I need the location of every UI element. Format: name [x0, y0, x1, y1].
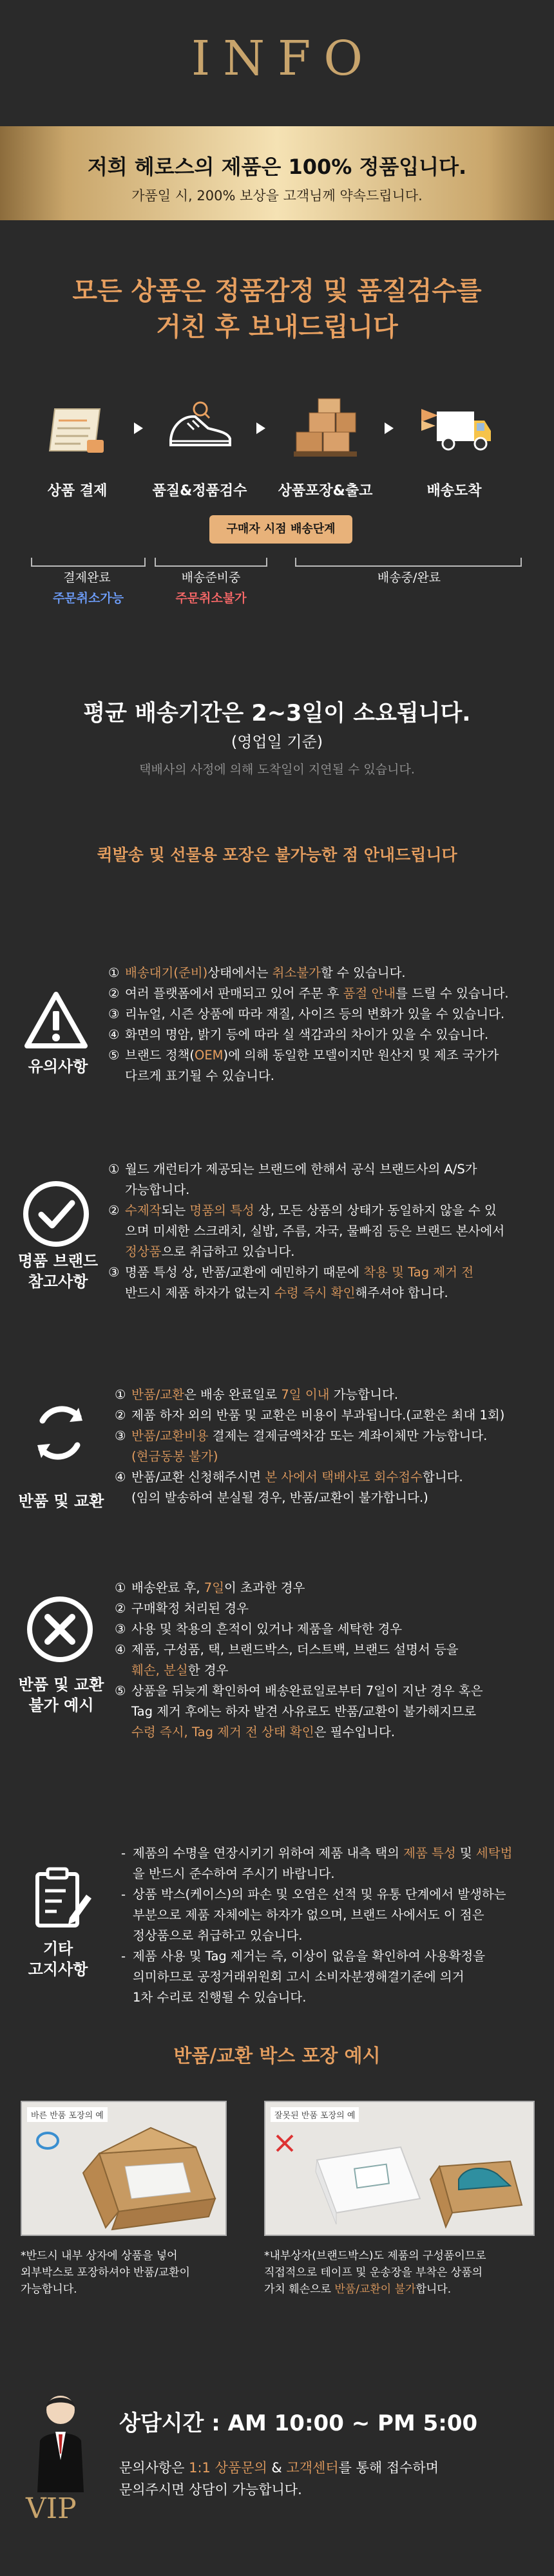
item-highlight: 배송대기(준비) — [125, 965, 208, 980]
item-text: 결제는 결제금액차감 또는 계좌이체만 가능합니다. — [208, 1428, 488, 1443]
item-highlight: 정상품 — [125, 1244, 162, 1259]
caption-text: 가치 훼손으로 — [264, 2283, 335, 2296]
step-label: 품질&정품검수 — [152, 483, 247, 499]
good-packaging-image — [21, 2101, 227, 2236]
qna-link-text: 1:1 상품문의 — [189, 2460, 267, 2476]
item-text: 1차 수리로 진행될 수 있습니다. — [133, 1990, 307, 2005]
item-highlight: 수제작 — [125, 1203, 162, 1218]
box-example-title: 반품/교환 박스 포장 예시 — [173, 2045, 381, 2067]
caption-line: 가능합니다. — [21, 2283, 77, 2296]
item-text: Tag 제거 후에는 하자 발견 사유로도 반품/교환이 불가해지므로 — [131, 1704, 477, 1719]
bad-packaging-caption — [264, 2248, 548, 2298]
list-item — [108, 1004, 546, 1025]
item-highlight: 본 사에서 택배사로 회수접수 — [265, 1470, 423, 1484]
luxury-brand-notes-list — [108, 1159, 546, 1303]
item-text: 합니다. — [422, 1470, 463, 1484]
contact-line: 문의주시면 상담이 가능합니다. — [119, 2482, 302, 2497]
item-text: 은 배송 완료일로 — [184, 1387, 282, 1402]
bad-packaging-image — [264, 2101, 535, 2236]
item-number: ① — [108, 1162, 120, 1177]
return-denied-list — [115, 1578, 546, 1743]
x-circle-icon — [24, 1594, 95, 1665]
list-item — [108, 1045, 546, 1066]
payment-form-icon — [35, 390, 119, 467]
clipboard-pencil-icon — [24, 1861, 95, 1932]
caption-highlight: 반품/교환이 불가 — [334, 2283, 416, 2296]
caution-title: 유의사항 — [28, 1057, 88, 1075]
item-text: 명품 특성 상, 반품/교환에 예민하기 때문에 — [125, 1265, 364, 1280]
title-line: 반품 및 교환 — [18, 1676, 104, 1694]
delivery-delay-note: 택배사의 사정에 의해 도착일이 지연될 수 있습니다. — [139, 762, 415, 777]
item-text: )에 의해 동일한 모델이지만 원산지 및 제조 국가가 — [223, 1048, 499, 1063]
return-exchange-list — [115, 1385, 546, 1508]
item-text: 다르게 표기될 수 있습니다. — [125, 1068, 275, 1083]
warning-icon — [21, 985, 91, 1056]
list-item — [108, 1025, 546, 1045]
item-number: ④ — [115, 1642, 126, 1657]
item-highlight: 제품 특성 — [403, 1846, 456, 1861]
list-item — [115, 1405, 546, 1426]
item-number: - — [121, 1887, 126, 1902]
item-highlight: (현금동봉 불가) — [131, 1449, 218, 1464]
step-label: 상품 결제 — [47, 483, 108, 499]
banner-subline: 가품일 시, 200% 보상을 고객님께 약속드립니다. — [131, 188, 423, 204]
vip-label: VIP — [26, 2492, 77, 2525]
inspection-headline — [0, 273, 554, 345]
list-item — [115, 1426, 546, 1446]
delivery-period-subtitle: (영업일 기준) — [231, 733, 323, 751]
item-number: ① — [115, 1580, 126, 1595]
item-text: 구매확정 처리된 경우 — [131, 1601, 249, 1616]
list-item — [108, 963, 546, 983]
caption-text: 합니다. — [416, 2283, 452, 2296]
phase-bracket — [155, 558, 267, 567]
title-line: 기타 — [43, 1940, 73, 1958]
inspection-headline-line1: 모든 상품은 정품감정 및 품질검수를 — [72, 276, 482, 306]
good-packaging-tag: 바른 반품 포장의 예 — [27, 2107, 108, 2122]
item-highlight: 반품/교환 — [131, 1387, 184, 1402]
item-text: 가능합니다. — [125, 1182, 190, 1197]
sneaker-inspection-icon — [158, 390, 242, 467]
item-text: 제품의 수명을 연장시키기 위하여 제품 내측 택의 — [133, 1846, 404, 1861]
item-text: (임의 발송하여 분실될 경우, 반품/교환이 불가합니다.) — [131, 1490, 428, 1505]
return-denied-title — [3, 1674, 119, 1716]
item-text: 상태에서는 — [207, 965, 272, 980]
phase-note: 주문취소불가 — [155, 589, 267, 606]
item-number: ③ — [115, 1428, 126, 1443]
item-number: - — [121, 1949, 126, 1964]
item-text: 상품을 뒤늦게 확인하여 배송완료일로부터 7일이 지난 경우 혹은 — [131, 1683, 483, 1698]
list-item — [108, 1066, 546, 1086]
list-item — [108, 1242, 546, 1262]
caption-line: 외부박스로 포장하셔야 반품/교환이 — [21, 2266, 190, 2279]
step-arrow — [385, 422, 394, 434]
item-number: ④ — [108, 1027, 120, 1042]
caution-list — [108, 963, 546, 1086]
item-text: 반품/교환 신청해주시면 — [131, 1470, 265, 1484]
good-packaging-caption — [21, 2248, 233, 2298]
boxes-icon — [283, 390, 367, 467]
other-notices-title — [0, 1938, 116, 1980]
list-item — [108, 1283, 546, 1303]
buyer-delivery-stage-badge: 구매자 시점 배송단계 — [209, 515, 352, 544]
list-item — [121, 1987, 546, 2008]
list-item — [115, 1446, 546, 1467]
customer-center-text: 고객센터 — [286, 2460, 339, 2476]
item-text: 제품 사용 및 Tag 제거는 즉, 이상이 없음을 확인하여 사용확정을 — [133, 1949, 486, 1964]
list-item — [115, 1598, 546, 1619]
list-item — [115, 1701, 546, 1722]
title-line: 명품 브랜드 — [17, 1252, 99, 1270]
contact-line — [119, 2457, 439, 2479]
title-line: 참고사항 — [28, 1273, 88, 1291]
no-quick-delivery-notice: 퀵발송 및 선물용 포장은 불가능한 점 안내드립니다 — [97, 846, 457, 864]
list-item — [115, 1640, 546, 1660]
phase-status: 배송준비중 — [155, 568, 267, 585]
item-highlight: 수령 즉시, Tag 제거 전 상태 확인 — [131, 1725, 314, 1739]
item-number: ③ — [115, 1622, 126, 1636]
phase-note: 주문취소가능 — [31, 589, 146, 606]
phase-status: 결제완료 — [39, 568, 135, 585]
title-line: 고지사항 — [28, 1960, 88, 1978]
contact-info — [119, 2457, 439, 2501]
list-item — [121, 1843, 546, 1864]
item-text: 화면의 명암, 밝기 등에 따라 실 색감과의 차이가 있을 수 있습니다. — [125, 1027, 489, 1042]
item-text: 부분으로 제품 자체에는 하자가 없으며, 브랜드 사에서도 이 점은 — [133, 1908, 484, 1922]
item-text: 이 초과한 경우 — [224, 1580, 305, 1595]
item-text: 가능합니다. — [329, 1387, 399, 1402]
list-item — [108, 1180, 546, 1200]
item-highlight: 취소불가 — [272, 965, 321, 980]
item-highlight: 품절 안내 — [343, 986, 396, 1001]
item-text: 할 수 있습니다. — [321, 965, 406, 980]
item-highlight: 세탁법 — [475, 1846, 513, 1861]
step-arrow — [256, 422, 265, 434]
contact-text: 문의사항은 — [119, 2460, 189, 2476]
consultation-hours: 상담시간 : AM 10:00 ~ PM 5:00 — [119, 2410, 478, 2436]
item-text: 반드시 제품 하자가 없는지 — [125, 1285, 275, 1300]
item-highlight: 수령 즉시 확인 — [274, 1285, 356, 1300]
item-text: 으며 미세한 스크래치, 실밥, 주름, 자국, 물빠짐 등은 브랜드 본사에서 — [125, 1224, 505, 1238]
item-highlight: 7일 — [204, 1580, 225, 1595]
item-number: ② — [115, 1408, 126, 1423]
list-item — [115, 1488, 546, 1508]
phase-bracket — [31, 558, 146, 567]
step-label: 배송도착 — [426, 483, 482, 499]
list-item — [108, 1262, 546, 1283]
delivery-truck-icon — [412, 390, 496, 467]
item-text: 해주셔야 합니다. — [355, 1285, 448, 1300]
other-notices-list — [121, 1843, 546, 2008]
caption-line — [264, 2281, 548, 2298]
item-text: 상품 박스(케이스)의 파손 및 오염은 선적 및 유통 단계에서 발생하는 — [133, 1887, 506, 1902]
item-highlight: OEM — [195, 1048, 224, 1063]
item-highlight: 반품/교환비용 — [131, 1428, 209, 1443]
bad-packaging-tag: 잘못된 반품 포장의 예 — [271, 2107, 359, 2122]
contact-text: & — [267, 2460, 287, 2476]
list-item — [115, 1385, 546, 1405]
item-number: ② — [108, 986, 120, 1001]
item-text: 은 필수입니다. — [314, 1725, 396, 1739]
item-text: 여러 플랫폼에서 판매되고 있어 주문 후 — [125, 986, 343, 1001]
list-item — [121, 1905, 546, 1926]
item-highlight: 착용 및 Tag 제거 전 — [363, 1265, 474, 1280]
item-number: ② — [108, 1203, 120, 1218]
item-text: 제품, 구성품, 택, 브랜드박스, 더스트백, 브랜드 설명서 등을 — [131, 1642, 459, 1657]
item-number: ② — [115, 1601, 126, 1616]
list-item — [115, 1578, 546, 1598]
item-text: 한 경우 — [187, 1663, 229, 1678]
banner-headline: 저희 헤로스의 제품은 100% 정품입니다. — [87, 155, 467, 179]
step-label: 상품포장&출고 — [278, 483, 373, 499]
item-text: 배송완료 후, — [131, 1580, 204, 1595]
item-text: 상, 모든 상품의 상태가 동일하지 않을 수 있 — [254, 1203, 497, 1218]
item-text: 으로 취급하고 있습니다. — [161, 1244, 295, 1259]
list-item — [121, 1946, 546, 1967]
caption-line: 직접적으로 테이프 및 운송장을 부착은 상품의 — [264, 2266, 483, 2279]
list-item — [108, 1159, 546, 1180]
item-text: 사용 및 착용의 흔적이 있거나 제품을 세탁한 경우 — [131, 1622, 403, 1636]
list-item — [115, 1660, 546, 1681]
item-number: - — [121, 1846, 126, 1861]
list-item — [115, 1467, 546, 1488]
item-text: 를 드릴 수 있습니다. — [396, 986, 509, 1001]
list-item — [121, 1967, 546, 1987]
caption-line: *내부상자(브랜드박스)도 제품의 구성품이므로 — [264, 2249, 486, 2262]
item-text: 의미하므로 공정거래위원회 고시 소비자분쟁해결기준에 의거 — [133, 1969, 464, 1984]
delivery-period-title: 평균 배송기간은 2~3일이 소요됩니다. — [83, 701, 471, 726]
refresh-arrows-icon — [24, 1397, 95, 1468]
item-text: 을 반드시 준수하여 주시기 바랍니다. — [133, 1866, 335, 1881]
item-text: 정상품으로 취급하고 있습니다. — [133, 1928, 303, 1943]
return-exchange-title: 반품 및 교환 — [18, 1492, 104, 1510]
item-text: 리뉴얼, 시즌 상품에 따라 재질, 사이즈 등의 변화가 있을 수 있습니다. — [125, 1007, 505, 1021]
list-item — [108, 1221, 546, 1242]
step-arrow — [134, 422, 143, 434]
item-highlight: 7일 이내 — [281, 1387, 330, 1402]
phase-status: 배송중/완료 — [348, 568, 470, 585]
inspection-headline-line2: 거친 후 보내드립니다 — [156, 312, 398, 342]
list-item — [121, 1864, 546, 1884]
item-text: 및 — [455, 1846, 476, 1861]
list-item — [108, 1200, 546, 1221]
item-number: ④ — [115, 1470, 126, 1484]
list-item — [115, 1722, 546, 1743]
item-number: ⑤ — [108, 1048, 120, 1063]
authenticity-banner — [0, 126, 554, 220]
phase-bracket — [295, 558, 522, 567]
checkmark-circle-icon — [21, 1179, 91, 1249]
item-text: 월드 개런티가 제공되는 브랜드에 한해서 공식 브랜드사의 A/S가 — [125, 1162, 477, 1177]
item-number: ③ — [108, 1265, 120, 1280]
title-line: 불가 예시 — [28, 1696, 94, 1714]
item-number: ① — [115, 1387, 126, 1402]
item-text: 제품 하자 외의 반품 및 교환은 비용이 부과됩니다.(교환은 최대 1회) — [131, 1408, 505, 1423]
item-number: ③ — [108, 1007, 120, 1021]
list-item — [121, 1926, 546, 1946]
list-item — [121, 1884, 546, 1905]
item-number: ⑤ — [115, 1683, 126, 1698]
item-highlight: 훼손, 분실 — [131, 1663, 188, 1678]
page-title: INFO — [191, 31, 376, 86]
item-number: ① — [108, 965, 120, 980]
list-item — [115, 1681, 546, 1701]
item-highlight: 명품의 특성 — [189, 1203, 254, 1218]
list-item — [108, 983, 546, 1004]
list-item — [115, 1619, 546, 1640]
item-text: 되는 — [161, 1203, 190, 1218]
item-text: 브랜드 정책( — [125, 1048, 195, 1063]
luxury-brand-notes-title — [0, 1251, 116, 1292]
contact-text: 를 통해 접수하며 — [338, 2460, 439, 2476]
caption-line: *반드시 내부 상자에 상품을 넣어 — [21, 2249, 178, 2262]
